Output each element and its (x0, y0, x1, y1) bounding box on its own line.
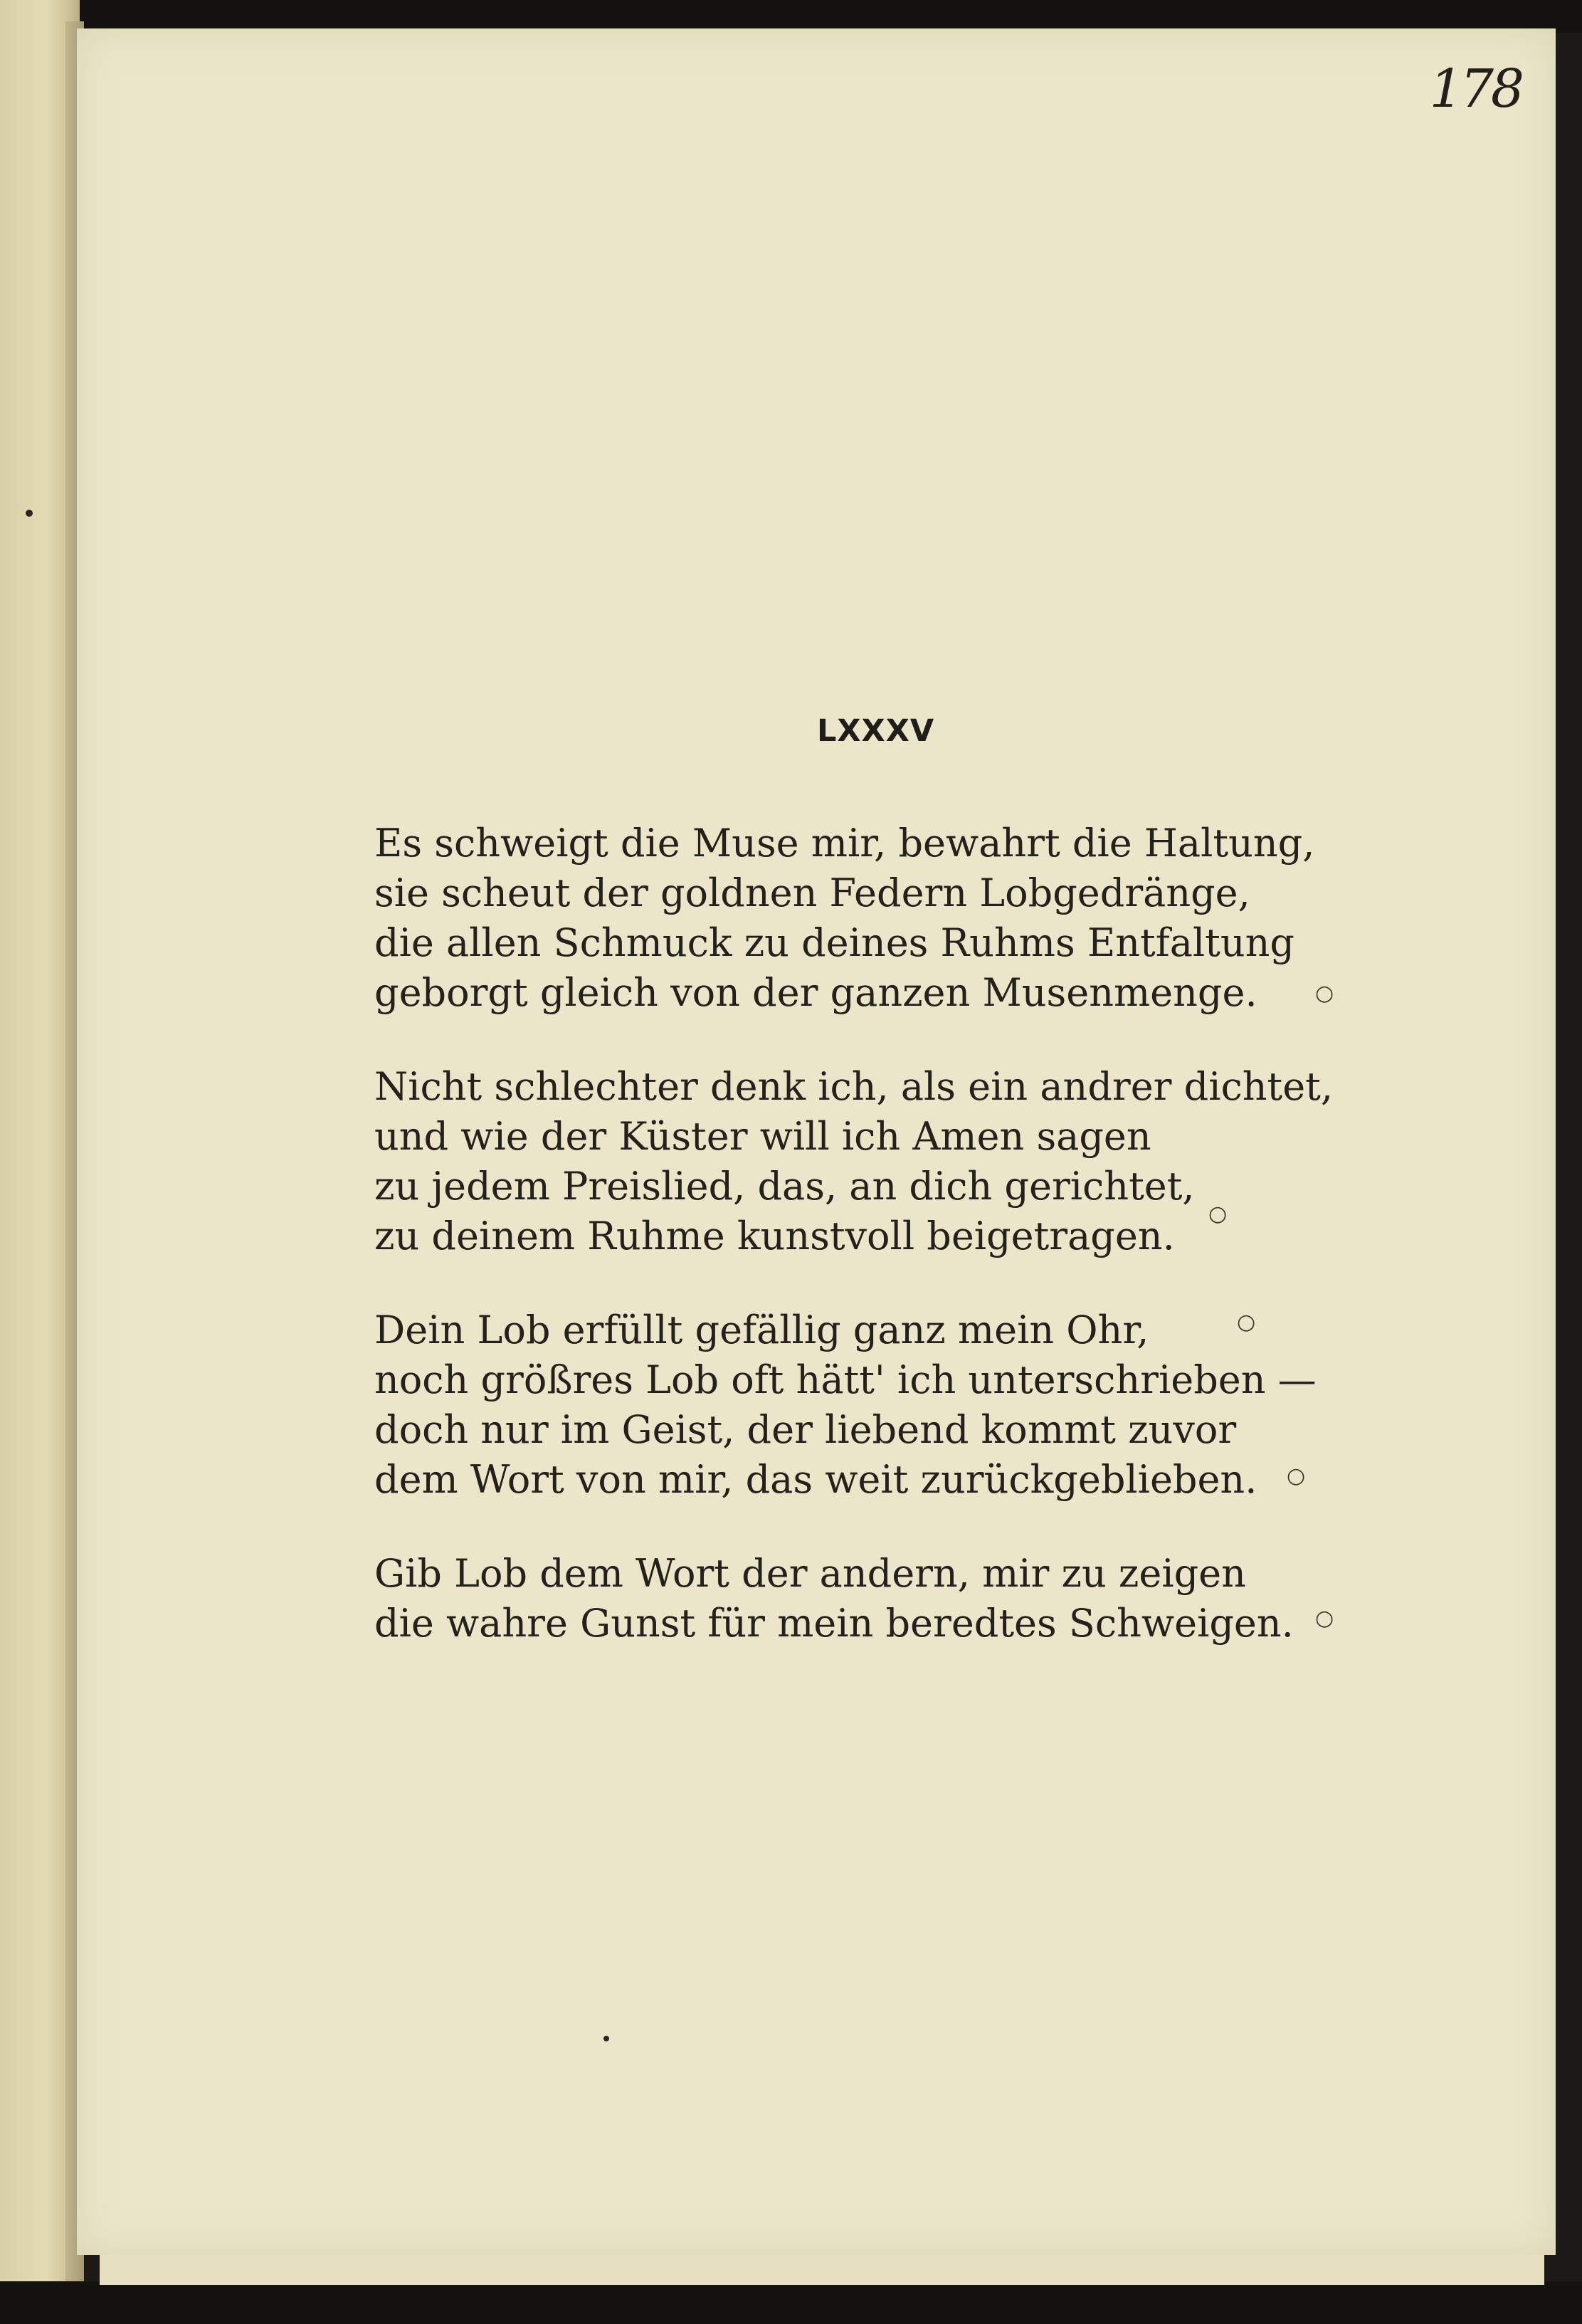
paper-speck (603, 2036, 609, 2041)
page-number-handwritten: 178 (1429, 58, 1522, 120)
poem-body (374, 819, 1413, 1649)
margin-mark: ○ (1237, 1310, 1256, 1335)
paper-speck (26, 510, 33, 517)
verse-line: dem Wort von mir, das weit zurückgeblieben. (374, 1457, 1257, 1502)
verse-line: und wie der Küster will ich Amen sagen (374, 1114, 1151, 1159)
verse-line: die wahre Gunst für mein beredtes Schweigen. (374, 1601, 1294, 1646)
verse-line: Es schweigt die Muse mir, bewahrt die Haltung, (374, 821, 1315, 866)
book-page (77, 28, 1556, 2255)
verse-line: sie scheut der goldnen Federn Lobgedränge, (374, 871, 1250, 915)
stanza (374, 1549, 1413, 1649)
verse-line: doch nur im Geist, der liebend kommt zuvor (374, 1407, 1237, 1452)
verse-line: Gib Lob dem Wort der andern, mir zu zeigen (374, 1551, 1246, 1596)
verse-line: geborgt gleich von der ganzen Musenmenge. (374, 970, 1257, 1015)
verse-line: Nicht schlechter denk ich, als ein andrer dichtet, (374, 1064, 1334, 1109)
stanza (374, 1305, 1413, 1505)
margin-mark: ○ (1287, 1463, 1306, 1488)
verse-line: Dein Lob erfüllt gefällig ganz mein Ohr, (374, 1308, 1149, 1352)
scanner-background-bottom (0, 2281, 1582, 2324)
verse-line: zu jedem Preislied, das, an dich gerichtet, (374, 1164, 1195, 1209)
verse-line: noch größres Lob oft hätt' ich unterschrieben — (374, 1357, 1317, 1402)
margin-mark: ○ (1315, 981, 1334, 1006)
stanza (374, 1062, 1413, 1261)
margin-mark: ○ (1208, 1202, 1228, 1226)
verse-line: die allen Schmuck zu deines Ruhms Entfaltung (374, 920, 1294, 965)
poem-title: LXXXV (817, 713, 935, 749)
stanza (374, 819, 1413, 1018)
verse-line: zu deinem Ruhme kunstvoll beigetragen. (374, 1214, 1175, 1258)
margin-mark: ○ (1315, 1606, 1334, 1631)
